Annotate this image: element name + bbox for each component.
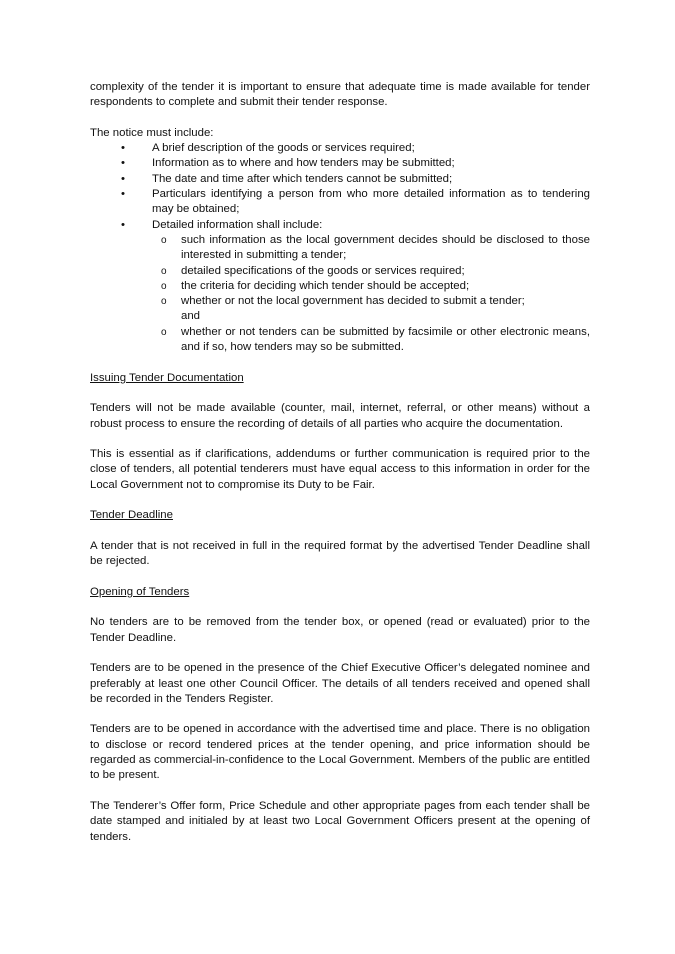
paragraph: The Tenderer’s Offer form, Price Schedule and other appropriate pages from each tender shall be date stamped and initialed by at least two Local Government Officers present at the opening of tenders. [90,799,590,843]
detail-list [152,233,590,355]
bullet-icon: • [121,172,125,185]
section-heading-opening: Opening of Tenders [90,585,190,598]
sub-list-item-text: whether or not the local government has decided to submit a tender; [181,295,525,308]
circle-bullet-icon: o [161,265,167,277]
bullet-icon: • [121,157,125,170]
notice-list [90,141,590,355]
paragraph: No tenders are to be removed from the tender box, or opened (read or evaluated) prior to the Tender Deadline. [90,616,590,644]
paragraph: A tender that is not received in full in the required format by the advertised Tender Deadline shall be rejected. [90,539,590,568]
paragraph: Tenders are to be opened in the presence of the Chief Executive Officer’s delegated nominee and preferably at least one other Council Officer. The details of all tenders received and opened shall be recorded in the Tenders Register. [90,662,590,705]
document-page [90,80,590,860]
paragraph: Tenders will not be made available (counter, mail, internet, referral, or other means) without a robust process to ensure the recording of details of all parties who acquire the documentation. [90,402,590,430]
sub-list-item [152,279,590,294]
circle-bullet-icon: o [161,326,167,338]
list-item [90,172,590,187]
paragraph: Tenders are to be opened in accordance with the advertised time and place. There is no obligation to disclose or record tendered prices at the tender opening, and price information should be regarded as commercial-in-confidence to the Local Government. Members of the public are entitled to be present. [90,723,590,782]
list-item [90,218,590,356]
bullet-icon: • [121,188,125,201]
sub-list-item [152,325,590,356]
paragraph: This is essential as if clarifications, addendums or further communication is required prior to the close of tenders, all potential tenderers must have equal access to this information in order for the Local Government not to compromise its Duty to be Fair. [90,448,590,491]
sub-list-item-text: the criteria for deciding which tender should be accepted; [181,279,470,292]
sub-list-item-text: whether or not tenders can be submitted by facsimile or other electronic means, and if so, how tenders may so be submitted. [181,325,590,354]
notice-lead: The notice must include: [90,126,214,139]
section-heading-deadline: Tender Deadline [90,509,173,522]
circle-bullet-icon: o [161,280,167,292]
circle-bullet-icon: o [161,296,167,308]
sub-list-item [152,294,590,325]
list-item-text: The date and time after which tenders cannot be submitted; [152,172,453,185]
list-item-text: Particulars identifying a person from who more detailed information as to tendering may be obtained; [152,188,590,216]
section-heading-issuing: Issuing Tender Documentation [90,371,244,384]
list-item-text: Detailed information shall include: [152,218,323,231]
list-item [90,156,590,171]
list-item [90,187,590,218]
sub-list-item-text: such information as the local government decides should be disclosed to those interested in submitting a tender; [181,233,590,262]
circle-bullet-icon: o [161,234,167,246]
bullet-icon: • [121,142,125,155]
sub-list-item [152,264,590,279]
sub-list-item-text: detailed specifications of the goods or services required; [181,264,465,277]
intro-paragraph: complexity of the tender it is important to ensure that adequate time is made available for tender respondents to complete and submit their tender response. [90,81,590,109]
list-item-text: Information as to where and how tenders may be submitted; [152,157,455,170]
sub-list-item [152,233,590,264]
sub-list-item-continuation: and [181,310,201,323]
bullet-icon: • [121,218,125,231]
list-item [90,141,590,156]
list-item-text: A brief description of the goods or services required; [152,142,415,155]
